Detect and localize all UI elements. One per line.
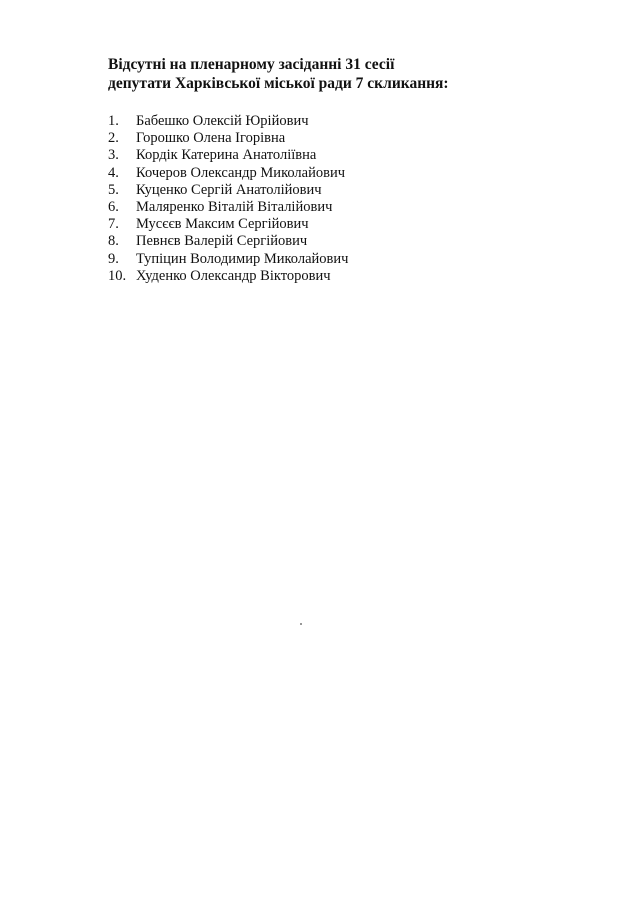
list-item-name: Тупіцин Володимир Миколайович — [136, 250, 349, 267]
list-item-number: 2. — [108, 130, 119, 147]
heading-line-2: депутати Харківської міської ради 7 скликання: — [108, 75, 449, 92]
absent-deputies-list — [108, 113, 348, 285]
scan-speck — [300, 623, 302, 625]
list-item-name: Кочеров Олександр Миколайович — [136, 164, 346, 181]
list-item-name: Маляренко Віталій Віталійович — [136, 199, 333, 216]
list-item-name: Горошко Олена Ігорівна — [136, 130, 286, 147]
list-item-number: 3. — [108, 147, 119, 164]
list-item — [108, 268, 348, 285]
list-item — [108, 233, 348, 250]
list-item — [108, 199, 348, 216]
list-item-number: 4. — [108, 164, 119, 181]
heading-line-1: Відсутні на пленарному засіданні 31 сесії — [108, 56, 395, 73]
list-item-name: Певнєв Валерій Сергійович — [136, 233, 308, 250]
list-item — [108, 216, 348, 233]
list-item-number: 1. — [108, 113, 119, 129]
list-item — [108, 113, 348, 130]
list-item-number: 5. — [108, 181, 119, 198]
list-item — [108, 251, 348, 268]
list-item-number: 8. — [108, 233, 119, 250]
list-item-name: Бабешко Олексій Юрійович — [136, 113, 309, 129]
list-item — [108, 165, 348, 182]
list-item-name: Куценко Сергій Анатолійович — [136, 181, 322, 198]
list-item-name: Худенко Олександр Вікторович — [136, 267, 331, 284]
list-item — [108, 182, 348, 199]
list-item-name: Мусєєв Максим Сергійович — [136, 216, 309, 233]
list-item-number: 10. — [108, 267, 127, 284]
list-item-number: 6. — [108, 199, 119, 216]
list-item — [108, 147, 348, 164]
list-item — [108, 130, 348, 147]
list-item-number: 9. — [108, 250, 119, 267]
list-item-name: Кордік Катерина Анатоліївна — [136, 147, 317, 164]
document-heading — [108, 55, 588, 93]
list-item-number: 7. — [108, 216, 119, 233]
